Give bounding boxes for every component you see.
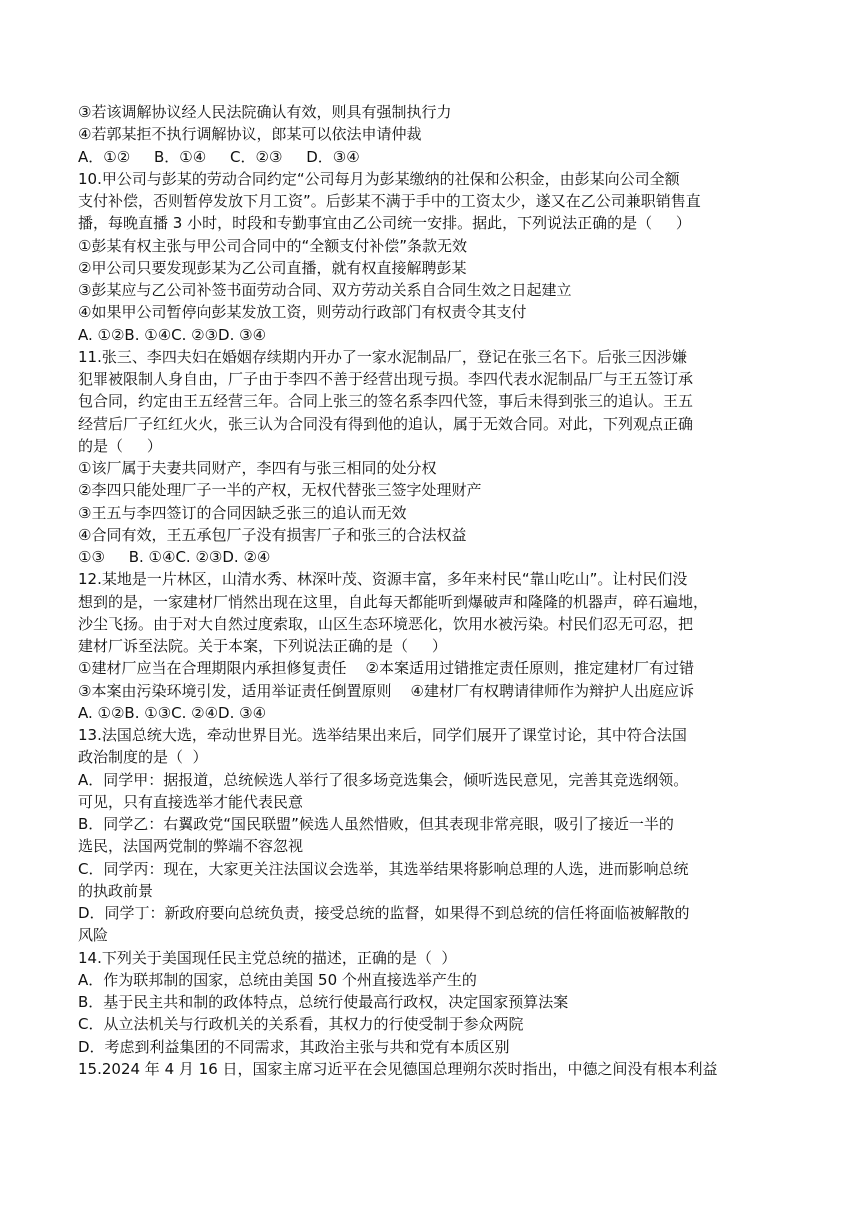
text-line: 选民，法国两党制的弊端不容忽视 <box>78 837 304 856</box>
text-line: 14.下列关于美国现任民主党总统的描述，正确的是（ ） <box>78 948 457 967</box>
text-line: 11.张三、李四夫妇在婚姻存续期内开办了一家水泥制品厂，登记在张三名下。后张三因涉嫌 <box>78 347 687 366</box>
text-line: 12.某地是一片林区，山清水秀、林深叶茂、资源丰富，多年来村民“靠山吃山”。让村民们没 <box>78 570 688 589</box>
text-line: 风险 <box>78 926 109 945</box>
text-line: 13.法国总统大选，牵动世界目光。选举结果出来后，同学们展开了课堂讨论，其中符合法国 <box>78 726 687 744</box>
text-line: 犯罪被限制人身自由，厂子由于李四不善于经营出现亏损。李四代表水泥制品厂与王五签订承 <box>78 370 694 388</box>
text-line: 经营后厂子红红火火，张三认为合同没有得到他的追认，属于无效合同。对此，下列观点正确 <box>78 414 694 433</box>
text-line: 建材厂诉至法院。关于本案，下列说法正确的是（ ） <box>78 637 447 655</box>
text-line: ①彭某有权主张与甲公司合同中的“全额支付补偿”条款无效 <box>78 236 467 255</box>
text-line: ②李四只能处理厂子一半的产权，无权代替张三签字处理财产 <box>78 481 482 500</box>
text-line: B．同学乙：右翼政党“国民联盟”候选人虽然惜败，但其表现非常亮眼，吸引了接近一半的 <box>78 815 674 833</box>
text-line: 播，每晚直播 3 小时，时段和专勤事宜由乙公司统一安排。据此，下列说法正确的是（ ） <box>78 214 691 233</box>
text-line: 的是（ ） <box>78 436 162 455</box>
text-line: A. ①②B. ①③C. ②④D. ③④ <box>78 703 267 722</box>
text-line: A．①② B．①④ C．②③ D．③④ <box>78 147 360 166</box>
text-line: D．考虑到利益集团的不同需求，其政治主张与共和党有本质区别 <box>78 1037 510 1056</box>
text-line: ④若郭某拒不执行调解协议，郎某可以依法申请仲裁 <box>78 125 422 144</box>
text-line: ①该厂属于夫妻共同财产，李四有与张三相同的处分权 <box>78 459 437 477</box>
text-line: ④合同有效，王五承包厂子没有损害厂子和张三的合法权益 <box>78 525 467 544</box>
text-line: 包合同，约定由王五经营三年。合同上张三的签名系李四代签，事后未得到张三的追认。王五 <box>78 392 694 411</box>
text-line: ①建材厂应当在合理期限内承担修复责任 ②本案适用过错推定责任原则，推定建材厂有过错 <box>78 659 694 678</box>
text-line: ③彭某应与乙公司补签书面劳动合同、双方劳动关系自合同生效之日起建立 <box>78 281 572 299</box>
text-line: B．基于民主共和制的政体特点，总统行使最高行政权，决定国家预算法案 <box>78 993 569 1011</box>
text-line: C．同学丙：现在，大家更关注法国议会选举，其选举结果将影响总理的人选，进而影响总统 <box>78 859 689 878</box>
text-line: C．从立法机关与行政机关的关系看，其权力的行使受制于参众两院 <box>78 1015 524 1034</box>
text-line: A. ①②B. ①④C. ②③D. ③④ <box>78 325 267 344</box>
document-body <box>78 101 790 1080</box>
text-line: A．同学甲：据报道，总统候选人举行了很多场竞选集会，倾听选民意见，完善其竞选纲领。 <box>78 770 689 789</box>
text-line: 10.甲公司与彭某的劳动合同约定“公司每月为彭某缴纳的社保和公积金，由彭某向公司全额 <box>78 169 680 188</box>
text-line: A．作为联邦制的国家，总统由美国 50 个州直接选举产生的 <box>78 970 477 989</box>
text-line: ③本案由污染环境引发，适用举证责任倒置原则 ④建材厂有权聘请律师作为辩护人出庭应诉 <box>78 681 694 700</box>
text-line: 的执政前景 <box>78 881 154 900</box>
text-line: 可见，只有直接选举才能代表民意 <box>78 792 304 811</box>
text-line: 支付补偿，否则暂停发放下月工资”。后彭某不满于手中的工资太少，遂又在乙公司兼职销售直 <box>78 192 701 210</box>
text-line: ③王五与李四签订的合同因缺乏张三的追认而无效 <box>78 503 407 522</box>
text-line: ③若该调解协议经人民法院确认有效，则具有强制执行力 <box>78 103 452 121</box>
text-line: 15.2024 年 4 月 16 日，国家主席习近平在会见德国总理朔尔茨时指出，中德之间没有根本利益 <box>78 1059 718 1078</box>
text-line: 政治制度的是（ ） <box>78 748 208 767</box>
text-line: D．同学丁：新政府要向总统负责，接受总统的监督，如果得不到总统的信任将面临被解散的 <box>78 904 690 922</box>
text-line: ②甲公司只要发现彭某为乙公司直播，就有权直接解聘彭某 <box>78 258 467 277</box>
text-line: 沙尘飞扬。由于对大自然过度索取，山区生态环境恶化，饮用水被污染。村民们忍无可忍，把 <box>78 614 694 633</box>
text-line: ①③ B. ①④C. ②③D. ②④ <box>78 548 271 566</box>
text-line: 想到的是，一家建材厂悄然出现在这里，自此每天都能听到爆破声和隆隆的机器声，碎石遍地， <box>78 592 709 611</box>
text-line: ④如果甲公司暂停向彭某发放工资，则劳动行政部门有权责令其支付 <box>78 303 527 322</box>
